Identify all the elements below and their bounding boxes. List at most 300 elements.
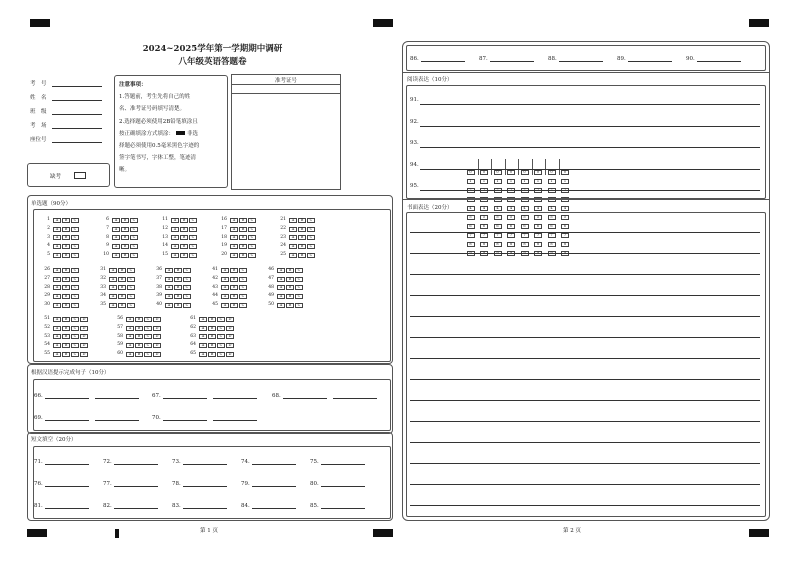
option-bubble[interactable]: D xyxy=(226,343,234,348)
ticket-digit-bubble[interactable]: 0 xyxy=(494,170,502,175)
option-bubble[interactable]: B xyxy=(62,277,70,282)
ticket-digit-bubble[interactable]: 6 xyxy=(521,224,529,229)
option-bubble[interactable]: A xyxy=(199,326,207,331)
ticket-digit-bubble[interactable]: 8 xyxy=(548,242,556,247)
answer-line[interactable] xyxy=(45,480,89,487)
option-bubble[interactable]: A xyxy=(53,317,61,322)
ticket-digit-bubble[interactable]: 1 xyxy=(534,179,542,184)
option-bubble[interactable]: A xyxy=(230,218,238,223)
option-bubble[interactable]: B xyxy=(118,294,126,299)
answer-line[interactable] xyxy=(213,414,257,421)
option-bubble[interactable]: A xyxy=(53,352,61,357)
info-input-line[interactable] xyxy=(52,114,102,115)
option-bubble[interactable]: C xyxy=(239,268,247,273)
option-bubble[interactable]: B xyxy=(121,253,129,258)
option-bubble[interactable]: D xyxy=(80,334,88,339)
option-bubble[interactable]: D xyxy=(80,343,88,348)
ticket-digit-bubble[interactable]: 7 xyxy=(494,233,502,238)
writing-line[interactable] xyxy=(410,232,760,233)
option-bubble[interactable]: B xyxy=(135,343,143,348)
option-bubble[interactable]: C xyxy=(248,253,256,258)
option-bubble[interactable]: B xyxy=(286,294,294,299)
ticket-digit-bubble[interactable]: 3 xyxy=(561,197,569,202)
ticket-digit-bubble[interactable]: 1 xyxy=(480,179,488,184)
option-bubble[interactable]: B xyxy=(135,317,143,322)
option-bubble[interactable]: B xyxy=(62,218,70,223)
option-bubble[interactable]: C xyxy=(217,326,225,331)
option-bubble[interactable]: C xyxy=(189,218,197,223)
ticket-digit-bubble[interactable]: 8 xyxy=(507,242,515,247)
option-bubble[interactable]: B xyxy=(230,277,238,282)
writing-line[interactable] xyxy=(410,400,760,401)
option-bubble[interactable]: C xyxy=(217,343,225,348)
ticket-digit-bubble[interactable]: 5 xyxy=(534,215,542,220)
option-bubble[interactable]: B xyxy=(286,285,294,290)
option-bubble[interactable]: C xyxy=(71,227,79,232)
ticket-digit-bubble[interactable]: 1 xyxy=(561,179,569,184)
ticket-digit-bubble[interactable]: 7 xyxy=(467,233,475,238)
option-bubble[interactable]: B xyxy=(180,253,188,258)
option-bubble[interactable]: D xyxy=(153,326,161,331)
option-bubble[interactable]: C xyxy=(307,244,315,249)
option-bubble[interactable]: A xyxy=(53,277,61,282)
option-bubble[interactable]: C xyxy=(217,334,225,339)
ticket-digit-bubble[interactable]: 8 xyxy=(494,242,502,247)
option-bubble[interactable]: B xyxy=(298,235,306,240)
option-bubble[interactable]: C xyxy=(189,235,197,240)
info-input-line[interactable] xyxy=(52,128,102,129)
option-bubble[interactable]: C xyxy=(189,253,197,258)
option-bubble[interactable]: C xyxy=(71,303,79,308)
ticket-digit-bubble[interactable]: 2 xyxy=(561,188,569,193)
option-bubble[interactable]: C xyxy=(127,294,135,299)
answer-line[interactable] xyxy=(183,480,227,487)
ticket-digit-bubble[interactable]: 9 xyxy=(480,251,488,256)
option-bubble[interactable]: B xyxy=(62,303,70,308)
writing-line[interactable] xyxy=(410,295,760,296)
ticket-digit-bubble[interactable]: 2 xyxy=(521,188,529,193)
answer-line[interactable] xyxy=(163,392,207,399)
writing-line[interactable] xyxy=(410,253,760,254)
ticket-digit-bubble[interactable]: 5 xyxy=(494,215,502,220)
ticket-digit-bubble[interactable]: 1 xyxy=(507,179,515,184)
answer-line[interactable] xyxy=(559,55,603,62)
option-bubble[interactable]: D xyxy=(226,326,234,331)
option-bubble[interactable]: B xyxy=(62,227,70,232)
option-bubble[interactable]: C xyxy=(130,235,138,240)
option-bubble[interactable]: C xyxy=(144,343,152,348)
ticket-digit-bubble[interactable]: 4 xyxy=(561,206,569,211)
ticket-digit-bubble[interactable]: 6 xyxy=(548,224,556,229)
option-bubble[interactable]: B xyxy=(62,326,70,331)
option-bubble[interactable]: A xyxy=(109,294,117,299)
option-bubble[interactable]: C xyxy=(71,244,79,249)
ticket-digit-bubble[interactable]: 2 xyxy=(548,188,556,193)
ticket-digit-bubble[interactable]: 9 xyxy=(548,251,556,256)
option-bubble[interactable]: A xyxy=(126,343,134,348)
ticket-digit-bubble[interactable]: 0 xyxy=(534,170,542,175)
ticket-digit-bubble[interactable]: 4 xyxy=(480,206,488,211)
option-bubble[interactable]: A xyxy=(112,227,120,232)
ticket-digit-bubble[interactable]: 2 xyxy=(507,188,515,193)
ticket-digit-bubble[interactable]: 6 xyxy=(534,224,542,229)
option-bubble[interactable]: C xyxy=(71,285,79,290)
option-bubble[interactable]: B xyxy=(62,244,70,249)
option-bubble[interactable]: A xyxy=(171,244,179,249)
option-bubble[interactable]: A xyxy=(199,343,207,348)
ticket-digit-bubble[interactable]: 9 xyxy=(534,251,542,256)
ticket-digit-bubble[interactable]: 5 xyxy=(480,215,488,220)
option-bubble[interactable]: A xyxy=(53,235,61,240)
ticket-digit-bubble[interactable]: 6 xyxy=(494,224,502,229)
option-bubble[interactable]: B xyxy=(230,303,238,308)
ticket-digit-bubble[interactable]: 2 xyxy=(534,188,542,193)
option-bubble[interactable]: C xyxy=(248,218,256,223)
option-bubble[interactable]: A xyxy=(126,317,134,322)
option-bubble[interactable]: C xyxy=(71,317,79,322)
option-bubble[interactable]: C xyxy=(127,277,135,282)
ticket-digit-bubble[interactable]: 9 xyxy=(494,251,502,256)
option-bubble[interactable]: A xyxy=(171,235,179,240)
option-bubble[interactable]: C xyxy=(183,285,191,290)
option-bubble[interactable]: B xyxy=(286,277,294,282)
option-bubble[interactable]: A xyxy=(221,268,229,273)
option-bubble[interactable]: C xyxy=(239,294,247,299)
option-bubble[interactable]: C xyxy=(130,218,138,223)
ticket-digit-bubble[interactable]: 0 xyxy=(521,170,529,175)
option-bubble[interactable]: A xyxy=(277,294,285,299)
option-bubble[interactable]: B xyxy=(239,227,247,232)
option-bubble[interactable]: B xyxy=(121,235,129,240)
option-bubble[interactable]: C xyxy=(248,244,256,249)
option-bubble[interactable]: A xyxy=(109,303,117,308)
writing-line[interactable] xyxy=(410,337,760,338)
option-bubble[interactable]: A xyxy=(199,334,207,339)
ticket-digit-bubble[interactable]: 2 xyxy=(467,188,475,193)
option-bubble[interactable]: C xyxy=(71,352,79,357)
option-bubble[interactable]: A xyxy=(289,218,297,223)
ticket-digit-bubble[interactable]: 0 xyxy=(561,170,569,175)
option-bubble[interactable]: C xyxy=(127,303,135,308)
writing-line[interactable] xyxy=(410,421,760,422)
ticket-digit-bubble[interactable]: 3 xyxy=(548,197,556,202)
option-bubble[interactable]: C xyxy=(144,326,152,331)
writing-line[interactable] xyxy=(410,505,760,506)
option-bubble[interactable]: A xyxy=(171,218,179,223)
option-bubble[interactable]: A xyxy=(289,227,297,232)
option-bubble[interactable]: C xyxy=(295,268,303,273)
option-bubble[interactable]: B xyxy=(180,235,188,240)
option-bubble[interactable]: B xyxy=(174,294,182,299)
answer-line[interactable] xyxy=(321,502,365,509)
option-bubble[interactable]: A xyxy=(165,303,173,308)
ticket-digit-bubble[interactable]: 1 xyxy=(521,179,529,184)
answer-line[interactable] xyxy=(95,392,139,399)
option-bubble[interactable]: C xyxy=(307,253,315,258)
option-bubble[interactable]: C xyxy=(189,244,197,249)
option-bubble[interactable]: C xyxy=(307,218,315,223)
ticket-digit-bubble[interactable]: 6 xyxy=(480,224,488,229)
option-bubble[interactable]: D xyxy=(226,334,234,339)
ticket-digit-bubble[interactable]: 5 xyxy=(521,215,529,220)
ticket-digit-bubble[interactable]: 6 xyxy=(507,224,515,229)
answer-line[interactable] xyxy=(628,55,672,62)
ticket-digit-bubble[interactable]: 6 xyxy=(561,224,569,229)
option-bubble[interactable]: C xyxy=(307,235,315,240)
option-bubble[interactable]: B xyxy=(208,343,216,348)
answer-line[interactable] xyxy=(420,169,760,170)
option-bubble[interactable]: A xyxy=(126,352,134,357)
answer-line[interactable] xyxy=(420,104,760,105)
ticket-digit-bubble[interactable]: 4 xyxy=(548,206,556,211)
option-bubble[interactable]: A xyxy=(165,294,173,299)
option-bubble[interactable]: A xyxy=(109,277,117,282)
answer-line[interactable] xyxy=(490,55,534,62)
ticket-digit-bubble[interactable]: 5 xyxy=(561,215,569,220)
option-bubble[interactable]: A xyxy=(165,268,173,273)
ticket-digit-bubble[interactable]: 3 xyxy=(494,197,502,202)
answer-line[interactable] xyxy=(45,414,89,421)
option-bubble[interactable]: B xyxy=(230,285,238,290)
option-bubble[interactable]: D xyxy=(153,343,161,348)
answer-line[interactable] xyxy=(697,55,741,62)
option-bubble[interactable]: B xyxy=(118,268,126,273)
ticket-digit-bubble[interactable]: 1 xyxy=(467,179,475,184)
option-bubble[interactable]: C xyxy=(295,303,303,308)
option-bubble[interactable]: D xyxy=(153,317,161,322)
option-bubble[interactable]: B xyxy=(239,244,247,249)
answer-line[interactable] xyxy=(163,414,207,421)
ticket-digit-bubble[interactable]: 9 xyxy=(561,251,569,256)
option-bubble[interactable]: B xyxy=(239,218,247,223)
option-bubble[interactable]: B xyxy=(121,227,129,232)
answer-line[interactable] xyxy=(183,502,227,509)
answer-line[interactable] xyxy=(183,458,227,465)
option-bubble[interactable]: B xyxy=(174,268,182,273)
answer-line[interactable] xyxy=(95,414,139,421)
option-bubble[interactable]: D xyxy=(80,317,88,322)
option-bubble[interactable]: A xyxy=(112,218,120,223)
absent-checkbox[interactable] xyxy=(74,172,86,179)
ticket-digit-bubble[interactable]: 6 xyxy=(467,224,475,229)
answer-line[interactable] xyxy=(114,458,158,465)
answer-line[interactable] xyxy=(420,126,760,127)
option-bubble[interactable]: C xyxy=(183,268,191,273)
option-bubble[interactable]: C xyxy=(71,253,79,258)
option-bubble[interactable]: B xyxy=(135,326,143,331)
info-input-line[interactable] xyxy=(52,86,102,87)
option-bubble[interactable]: B xyxy=(118,277,126,282)
answer-line[interactable] xyxy=(114,502,158,509)
option-bubble[interactable]: B xyxy=(239,253,247,258)
option-bubble[interactable]: C xyxy=(217,352,225,357)
option-bubble[interactable]: C xyxy=(127,268,135,273)
option-bubble[interactable]: B xyxy=(180,244,188,249)
answer-line[interactable] xyxy=(45,502,89,509)
option-bubble[interactable]: A xyxy=(165,277,173,282)
option-bubble[interactable]: B xyxy=(180,227,188,232)
option-bubble[interactable]: C xyxy=(239,285,247,290)
option-bubble[interactable]: B xyxy=(62,334,70,339)
option-bubble[interactable]: A xyxy=(109,285,117,290)
option-bubble[interactable]: C xyxy=(71,235,79,240)
ticket-digit-bubble[interactable]: 4 xyxy=(507,206,515,211)
writing-line[interactable] xyxy=(410,358,760,359)
option-bubble[interactable]: A xyxy=(112,244,120,249)
option-bubble[interactable]: C xyxy=(71,277,79,282)
ticket-digit-bubble[interactable]: 8 xyxy=(467,242,475,247)
option-bubble[interactable]: A xyxy=(230,235,238,240)
option-bubble[interactable]: C xyxy=(248,235,256,240)
option-bubble[interactable]: C xyxy=(71,326,79,331)
option-bubble[interactable]: A xyxy=(230,253,238,258)
ticket-digit-bubble[interactable]: 7 xyxy=(521,233,529,238)
option-bubble[interactable]: A xyxy=(112,253,120,258)
option-bubble[interactable]: D xyxy=(153,334,161,339)
option-bubble[interactable]: B xyxy=(118,285,126,290)
option-bubble[interactable]: A xyxy=(199,317,207,322)
answer-line[interactable] xyxy=(252,458,296,465)
option-bubble[interactable]: B xyxy=(174,285,182,290)
ticket-digit-bubble[interactable]: 4 xyxy=(521,206,529,211)
option-bubble[interactable]: A xyxy=(53,227,61,232)
option-bubble[interactable]: A xyxy=(165,285,173,290)
answer-line[interactable] xyxy=(45,458,89,465)
option-bubble[interactable]: A xyxy=(199,352,207,357)
option-bubble[interactable]: A xyxy=(221,285,229,290)
ticket-digit-bubble[interactable]: 1 xyxy=(548,179,556,184)
answer-line[interactable] xyxy=(321,480,365,487)
option-bubble[interactable]: A xyxy=(230,244,238,249)
option-bubble[interactable]: A xyxy=(221,294,229,299)
option-bubble[interactable]: A xyxy=(171,253,179,258)
option-bubble[interactable]: C xyxy=(307,227,315,232)
option-bubble[interactable]: D xyxy=(226,352,234,357)
option-bubble[interactable]: A xyxy=(109,268,117,273)
option-bubble[interactable]: A xyxy=(289,253,297,258)
option-bubble[interactable]: B xyxy=(62,343,70,348)
option-bubble[interactable]: A xyxy=(53,244,61,249)
answer-line[interactable] xyxy=(333,392,377,399)
option-bubble[interactable]: B xyxy=(286,268,294,273)
option-bubble[interactable]: B xyxy=(135,334,143,339)
option-bubble[interactable]: C xyxy=(248,227,256,232)
option-bubble[interactable]: B xyxy=(208,352,216,357)
ticket-digit-bubble[interactable]: 7 xyxy=(534,233,542,238)
ticket-digit-bubble[interactable]: 3 xyxy=(507,197,515,202)
option-bubble[interactable]: C xyxy=(295,285,303,290)
ticket-digit-bubble[interactable]: 8 xyxy=(561,242,569,247)
info-input-line[interactable] xyxy=(52,142,102,143)
option-bubble[interactable]: B xyxy=(230,268,238,273)
option-bubble[interactable]: B xyxy=(208,334,216,339)
option-bubble[interactable]: B xyxy=(62,253,70,258)
option-bubble[interactable]: C xyxy=(144,352,152,357)
option-bubble[interactable]: C xyxy=(239,277,247,282)
ticket-digit-bubble[interactable]: 7 xyxy=(561,233,569,238)
option-bubble[interactable]: B xyxy=(180,218,188,223)
answer-line[interactable] xyxy=(114,480,158,487)
option-bubble[interactable]: B xyxy=(239,235,247,240)
answer-line[interactable] xyxy=(252,480,296,487)
answer-line[interactable] xyxy=(283,392,327,399)
writing-line[interactable] xyxy=(410,484,760,485)
ticket-digit-bubble[interactable]: 3 xyxy=(521,197,529,202)
option-bubble[interactable]: C xyxy=(144,317,152,322)
option-bubble[interactable]: C xyxy=(295,277,303,282)
option-bubble[interactable]: B xyxy=(118,303,126,308)
option-bubble[interactable]: C xyxy=(71,294,79,299)
option-bubble[interactable]: C xyxy=(183,303,191,308)
option-bubble[interactable]: B xyxy=(208,317,216,322)
option-bubble[interactable]: C xyxy=(144,334,152,339)
ticket-digit-bubble[interactable]: 7 xyxy=(548,233,556,238)
info-input-line[interactable] xyxy=(52,100,102,101)
option-bubble[interactable]: B xyxy=(135,352,143,357)
ticket-digit-bubble[interactable]: 8 xyxy=(480,242,488,247)
option-bubble[interactable]: C xyxy=(127,285,135,290)
option-bubble[interactable]: A xyxy=(126,334,134,339)
ticket-digit-bubble[interactable]: 5 xyxy=(548,215,556,220)
option-bubble[interactable]: B xyxy=(298,218,306,223)
option-bubble[interactable]: A xyxy=(53,253,61,258)
ticket-digit-bubble[interactable]: 9 xyxy=(507,251,515,256)
option-bubble[interactable]: B xyxy=(298,227,306,232)
answer-line[interactable] xyxy=(213,392,257,399)
answer-line[interactable] xyxy=(321,458,365,465)
option-bubble[interactable]: A xyxy=(126,326,134,331)
ticket-digit-bubble[interactable]: 8 xyxy=(521,242,529,247)
option-bubble[interactable]: A xyxy=(53,334,61,339)
ticket-digit-bubble[interactable]: 2 xyxy=(480,188,488,193)
ticket-digit-bubble[interactable]: 9 xyxy=(467,251,475,256)
ticket-digit-bubble[interactable]: 9 xyxy=(521,251,529,256)
ticket-digit-bubble[interactable]: 0 xyxy=(507,170,515,175)
option-bubble[interactable]: D xyxy=(153,352,161,357)
option-bubble[interactable]: C xyxy=(71,268,79,273)
option-bubble[interactable]: A xyxy=(53,218,61,223)
option-bubble[interactable]: D xyxy=(80,352,88,357)
option-bubble[interactable]: B xyxy=(121,218,129,223)
option-bubble[interactable]: A xyxy=(277,303,285,308)
option-bubble[interactable]: B xyxy=(230,294,238,299)
ticket-digit-bubble[interactable]: 2 xyxy=(494,188,502,193)
ticket-digit-bubble[interactable]: 3 xyxy=(467,197,475,202)
option-bubble[interactable]: B xyxy=(62,352,70,357)
option-bubble[interactable]: A xyxy=(171,227,179,232)
option-bubble[interactable]: C xyxy=(183,277,191,282)
option-bubble[interactable]: C xyxy=(71,343,79,348)
option-bubble[interactable]: C xyxy=(217,317,225,322)
option-bubble[interactable]: B xyxy=(62,294,70,299)
option-bubble[interactable]: A xyxy=(277,277,285,282)
option-bubble[interactable]: C xyxy=(239,303,247,308)
writing-answer-area[interactable] xyxy=(406,212,766,517)
answer-line[interactable] xyxy=(420,147,760,148)
option-bubble[interactable]: B xyxy=(62,317,70,322)
option-bubble[interactable]: D xyxy=(80,326,88,331)
ticket-digit-bubble[interactable]: 0 xyxy=(548,170,556,175)
option-bubble[interactable]: C xyxy=(130,227,138,232)
option-bubble[interactable]: C xyxy=(295,294,303,299)
option-bubble[interactable]: C xyxy=(183,294,191,299)
answer-line[interactable] xyxy=(252,502,296,509)
option-bubble[interactable]: B xyxy=(62,235,70,240)
answer-line[interactable] xyxy=(421,55,465,62)
ticket-digit-bubble[interactable]: 8 xyxy=(534,242,542,247)
option-bubble[interactable]: B xyxy=(298,244,306,249)
option-bubble[interactable]: A xyxy=(112,235,120,240)
